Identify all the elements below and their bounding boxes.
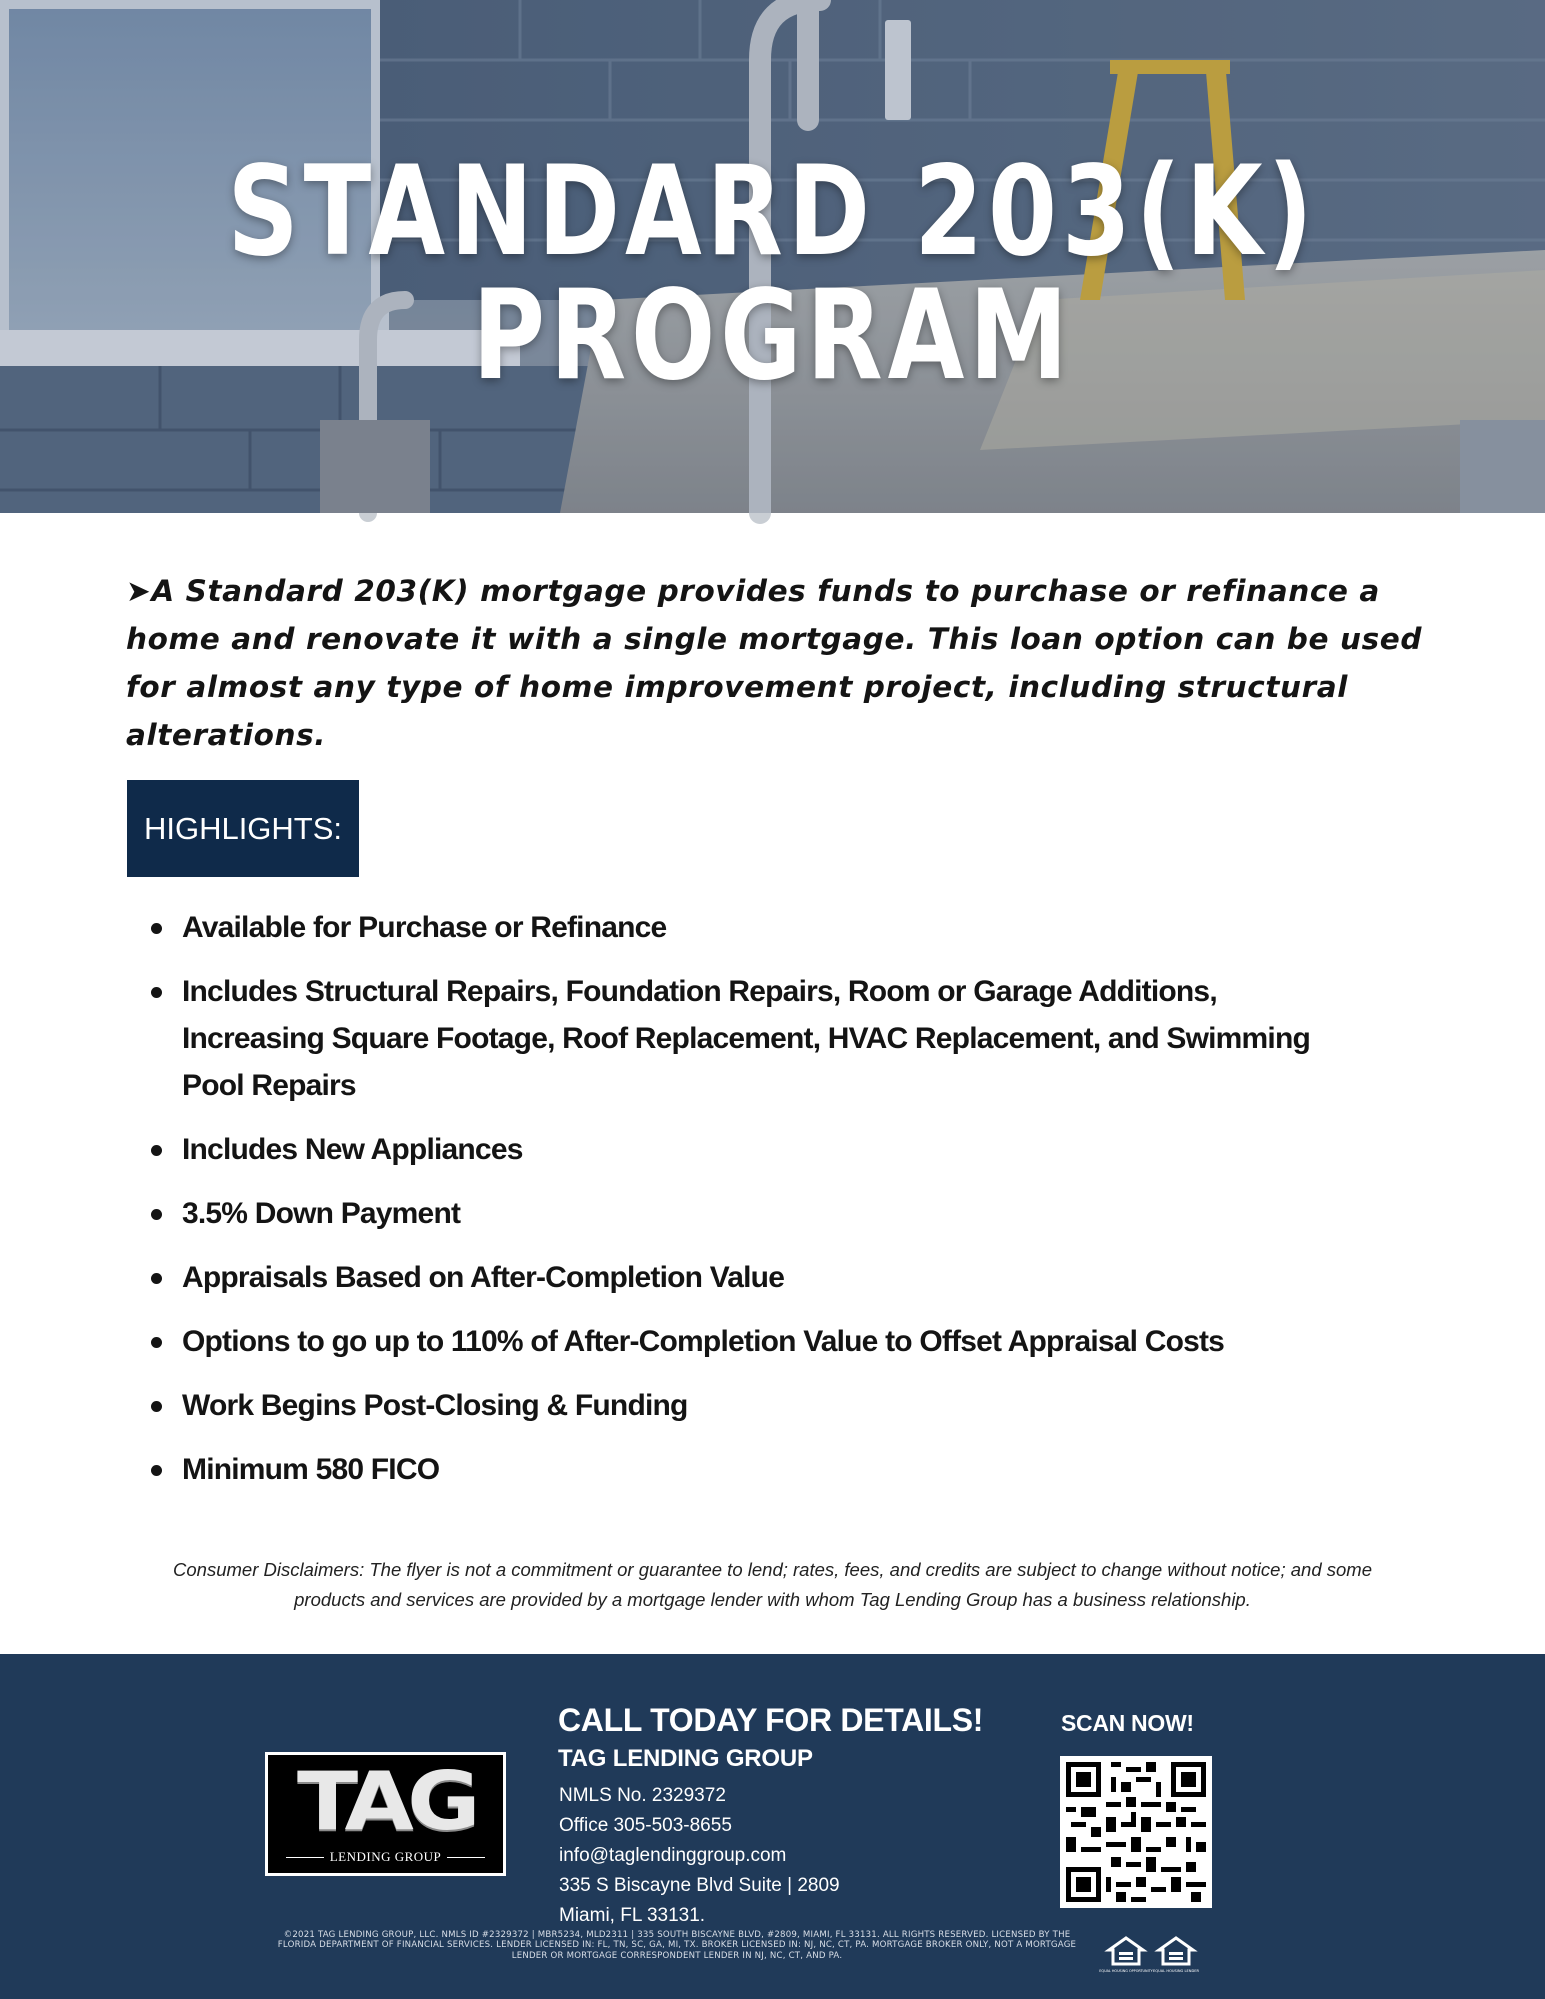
contact-details <box>559 1781 840 1931</box>
bullet-icon <box>151 1209 162 1220</box>
svg-text:EQUAL HOUSING OPPORTUNITY: EQUAL HOUSING OPPORTUNITY <box>1099 1969 1153 1973</box>
page-title <box>155 140 1391 408</box>
bullet-icon <box>151 923 162 934</box>
list-item <box>0 1126 1545 1173</box>
bullet-icon <box>151 1401 162 1412</box>
svg-text:EQUAL HOUSING LENDER: EQUAL HOUSING LENDER <box>1153 1969 1199 1973</box>
call-to-action: CALL TODAY FOR DETAILS! <box>558 1702 984 1738</box>
list-item-text: Includes New Appliances <box>182 1133 523 1166</box>
legal-notice: ©2021 TAG LENDING GROUP, LLC. NMLS ID #2329372 | MBR5234, MLD2311 | 335 SOUTH BISCAYNE BLVD, #2809, MIAMI, FL 33131. ALL RIGHTS RESERVED. LICENSED BY THE FLORIDA DEPARTMENT OF FINANCIAL SERVICES. LENDER LICENSED IN: FL, TN, SC, GA, MI, TX. BROKER LICENSED IN: NJ, NC, CT, PA. MORTGAGE BROKER ONLY, NOT A MORTGAGE LENDER OR MORTGAGE CORRESPONDENT LENDER IN NJ, NC, CT, AND PA. <box>277 1930 1077 1961</box>
list-item-text: Minimum 580 FICO <box>182 1453 440 1486</box>
list-item-text: Includes Structural Repairs, Foundation Repairs, Room or Garage Additions, Increasing Square Footage, Roof Replacement, HVAC Replacement, and Swimming Pool Repairs <box>182 975 1311 1102</box>
list-item <box>0 904 1545 951</box>
office-phone[interactable]: Office 305-503-8655 <box>559 1815 732 1836</box>
list-item <box>0 1254 1545 1301</box>
consumer-disclaimer: Consumer Disclaimers: The flyer is not a commitment or guarantee to lend; rates, fees, and credits are subject to change without notice; and some products and services are provided by a mortgage lender with whom Tag Lending Group has a business relationship. <box>173 1559 1372 1610</box>
list-item-text: Appraisals Based on After-Completion Value <box>182 1261 785 1294</box>
bullet-icon <box>151 1273 162 1284</box>
bullet-icon <box>151 1145 162 1156</box>
list-item <box>0 1446 1545 1493</box>
equal-housing-lender-icon <box>1155 1934 1197 1976</box>
highlights-list <box>0 904 1545 1510</box>
qr-code[interactable] <box>1060 1756 1212 1908</box>
list-item-text: Work Begins Post-Closing & Funding <box>182 1389 688 1422</box>
nmls-number: NMLS No. 2329372 <box>559 1785 726 1806</box>
scan-label: SCAN NOW! <box>1061 1710 1194 1736</box>
title-line-2: PROGRAM <box>472 264 1073 408</box>
list-item-text: Available for Purchase or Refinance <box>182 911 667 944</box>
company-name: TAG LENDING GROUP <box>558 1745 813 1772</box>
email-link[interactable]: info@taglendinggroup.com <box>559 1845 787 1866</box>
logo-subtitle: LENDING GROUP <box>286 1849 485 1865</box>
list-item-text: 3.5% Down Payment <box>182 1197 461 1230</box>
intro-paragraph: ➤A Standard 203(K) mortgage provides funds to purchase or refinance a home and renovate it with a single mortgage. This loan option can be used for almost any type of home improvement project, including structural alterations. <box>126 574 1423 752</box>
list-item <box>0 968 1545 1109</box>
list-item-text: Options to go up to 110% of After-Completion Value to Offset Appraisal Costs <box>182 1325 1225 1358</box>
list-item <box>0 1190 1545 1237</box>
address-line-2: Miami, FL 33131. <box>559 1905 706 1926</box>
footer <box>0 1654 1545 1999</box>
title-line-1: STANDARD 203(K) <box>227 140 1318 284</box>
list-item <box>0 1318 1545 1365</box>
qr-code-icon <box>1066 1762 1206 1902</box>
address-line-1: 335 S Biscayne Blvd Suite | 2809 <box>559 1875 840 1896</box>
bullet-icon <box>151 1337 162 1348</box>
hero-banner <box>0 0 1545 513</box>
equal-housing-opportunity-icon <box>1099 1934 1153 1976</box>
bullet-icon <box>151 987 162 998</box>
tag-lending-logo <box>265 1752 506 1876</box>
list-item <box>0 1382 1545 1429</box>
highlights-heading: HIGHLIGHTS: <box>127 780 359 877</box>
logo-wordmark: TAG <box>297 1755 474 1848</box>
bullet-icon <box>151 1465 162 1476</box>
